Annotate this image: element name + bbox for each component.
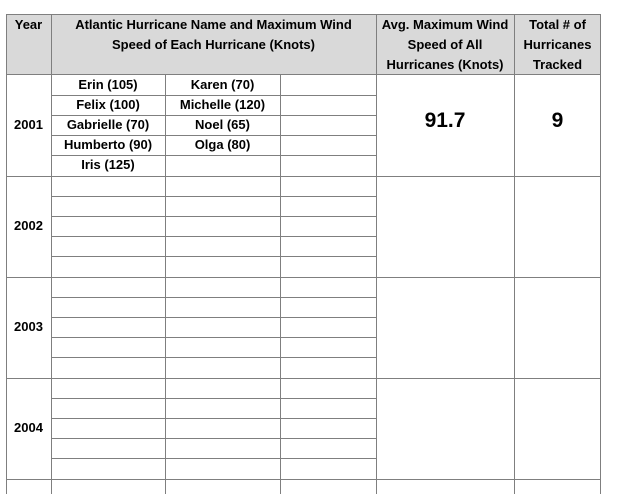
hurricane-entry: Olga (80): [194, 137, 251, 152]
grid-line: [51, 297, 376, 298]
hurricane-entry: Erin (105): [78, 77, 138, 92]
hurricane-entry: Gabrielle (70): [66, 117, 150, 132]
hurricane-table: [6, 14, 601, 494]
hurricane-entry: Iris (125): [81, 157, 135, 172]
grid-line: [51, 337, 376, 338]
grid-line: [6, 479, 601, 480]
grid-line: [51, 398, 376, 399]
grid-line: [51, 256, 376, 257]
grid-line: [51, 418, 376, 419]
hurricane-entry: Humberto (90): [63, 137, 153, 152]
year-label: 2002: [14, 218, 43, 233]
hurricane-entry: Michelle (120): [179, 97, 266, 112]
grid-line: [51, 438, 376, 439]
grid-line: [600, 14, 601, 494]
hurricane-entry: Karen (70): [190, 77, 255, 92]
grid-line: [51, 196, 376, 197]
header-names: Atlantic Hurricane Name and Maximum Wind Speed of Each Hurricane (Knots): [75, 17, 352, 52]
grid-line: [6, 378, 601, 379]
total-hurricanes: 9: [551, 109, 564, 132]
grid-line: [514, 14, 515, 494]
grid-line: [51, 216, 376, 217]
header-avg-cell: [376, 14, 514, 74]
year-label: 2003: [14, 319, 43, 334]
header-total: Total # of Hurricanes Tracked: [523, 17, 592, 72]
year-label: 2001: [14, 117, 43, 132]
grid-line: [6, 14, 601, 15]
grid-line: [376, 14, 377, 494]
header-avg: Avg. Maximum Wind Speed of All Hurricanes (Knots): [381, 17, 509, 72]
avg-wind-speed: 91.7: [424, 109, 466, 132]
grid-line: [51, 458, 376, 459]
grid-line: [51, 236, 376, 237]
header-year-cell: [6, 14, 51, 74]
hurricane-entry: Noel (65): [195, 117, 250, 132]
year-label: 2004: [14, 420, 43, 435]
header-total-cell: [514, 14, 601, 74]
grid-line: [6, 277, 601, 278]
header-names-cell: [51, 14, 376, 74]
grid-line: [6, 176, 601, 177]
grid-line: [51, 317, 376, 318]
grid-line: [51, 357, 376, 358]
header-year: Year: [14, 17, 43, 32]
grid-line: [280, 74, 281, 494]
hurricane-entry: Felix (100): [76, 97, 140, 112]
